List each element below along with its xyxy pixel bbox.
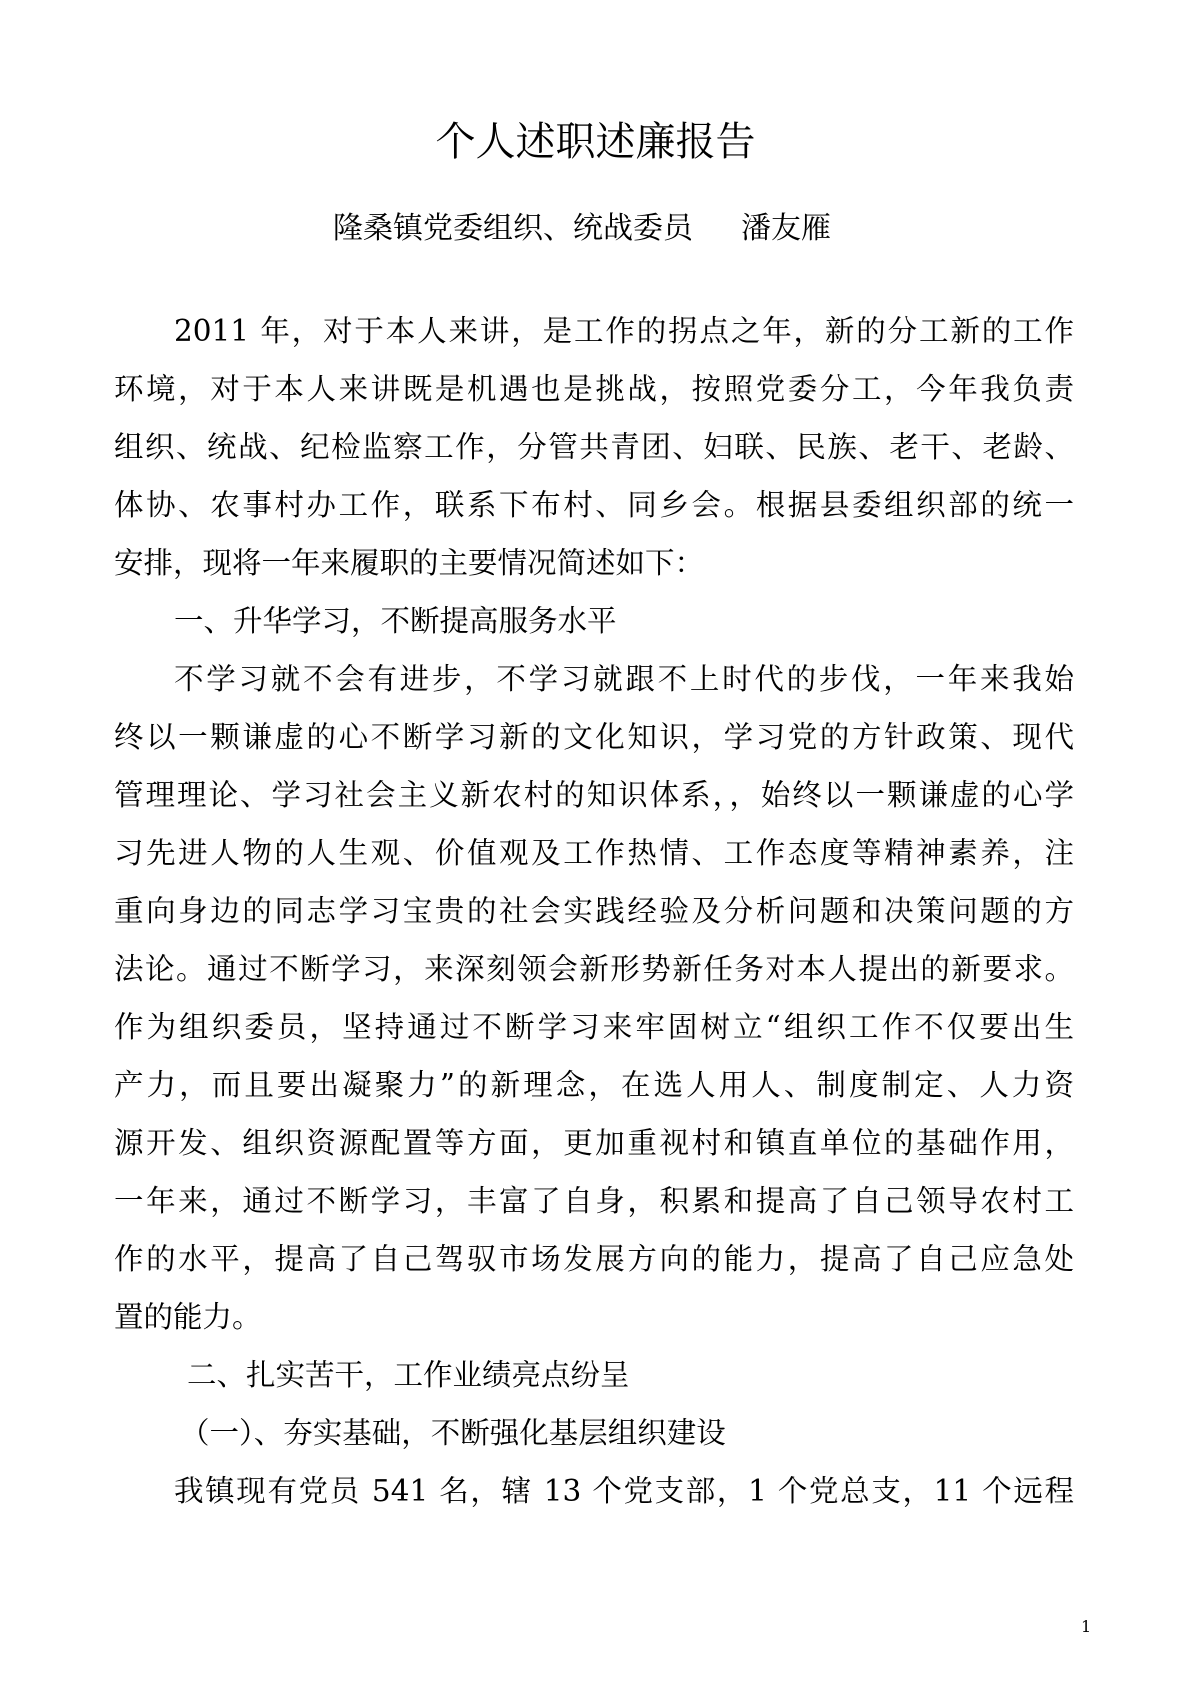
body-line: 一年来，通过不断学习，丰富了自身，积累和提高了自己领导农村工 xyxy=(114,1184,1074,1218)
body-line: 2011 年，对于本人来讲，是工作的拐点之年，新的分工新的工作 xyxy=(174,314,1074,348)
body-line: 组织、统战、纪检监察工作，分管共青团、妇联、民族、老干、老龄、 xyxy=(114,430,1074,464)
body-line: 习先进人物的人生观、价值观及工作热情、工作态度等精神素养，注 xyxy=(114,836,1074,870)
author-name: 潘友雁 xyxy=(741,211,831,246)
section-heading-2: 二、扎实苦干，工作业绩亮点纷呈 xyxy=(187,1358,630,1392)
body-line: 不学习就不会有进步，不学习就跟不上时代的步伐，一年来我始 xyxy=(174,662,1074,696)
body-line: 作的水平，提高了自己驾驭市场发展方向的能力，提高了自己应急处 xyxy=(114,1242,1074,1276)
body-line: 源开发、组织资源配置等方面，更加重视村和镇直单位的基础作用， xyxy=(114,1126,1074,1160)
page-number: 1 xyxy=(1081,1617,1092,1636)
author-position: 隆桑镇党委组织、统战委员 xyxy=(333,211,693,246)
body-line: 我镇现有党员 541 名，辖 13 个党支部，1 个党总支，11 个远程 xyxy=(174,1474,1074,1508)
subsection-heading: （一）、夯实基础，不断强化基层组织建设 xyxy=(180,1416,726,1450)
body-line: 环境，对于本人来讲既是机遇也是挑战，按照党委分工，今年我负责 xyxy=(114,372,1074,406)
body-line: 重向身边的同志学习宝贵的社会实践经验及分析问题和决策问题的方 xyxy=(114,894,1074,928)
body-line: 安排，现将一年来履职的主要情况简述如下： xyxy=(114,546,705,580)
body-line: 管理理论、学习社会主义新农村的知识体系，，始终以一颗谦虚的心学 xyxy=(114,778,1074,812)
author-byline xyxy=(333,206,831,252)
body-line: 产力，而且要出凝聚力”的新理念，在选人用人、制度制定、人力资 xyxy=(114,1068,1074,1102)
body-line: 体协、农事村办工作，联系下布村、同乡会。根据县委组织部的统一 xyxy=(114,488,1074,522)
document-body xyxy=(114,302,1074,1520)
body-line: 置的能力。 xyxy=(114,1300,262,1334)
body-line: 法论。通过不断学习，来深刻领会新形势新任务对本人提出的新要求。 xyxy=(114,952,1074,986)
body-line: 终以一颗谦虚的心不断学习新的文化知识，学习党的方针政策、现代 xyxy=(114,720,1074,754)
section-heading-1: 一、升华学习，不断提高服务水平 xyxy=(174,604,617,638)
body-line: 作为组织委员，坚持通过不断学习来牢固树立“组织工作不仅要出生 xyxy=(114,1010,1074,1044)
document-title: 个人述职述廉报告 xyxy=(435,119,756,165)
